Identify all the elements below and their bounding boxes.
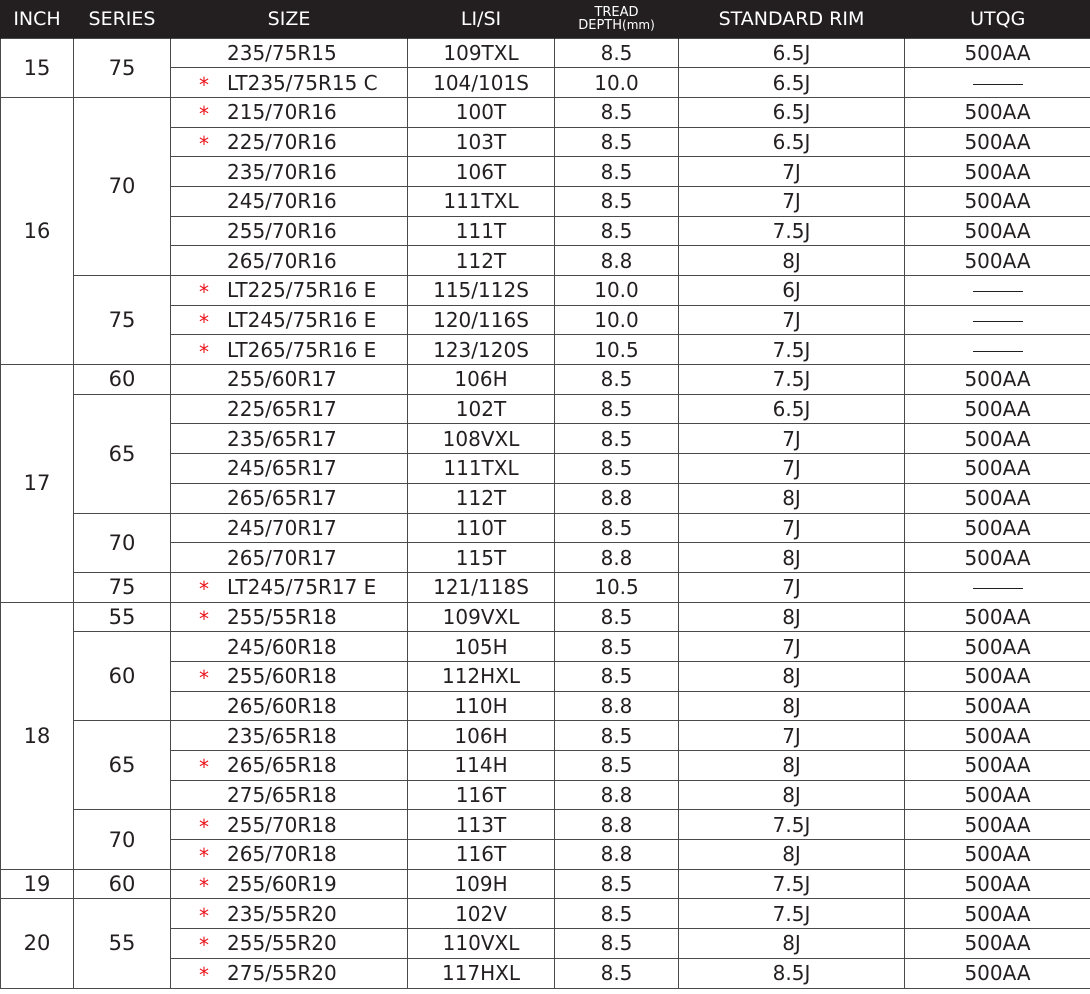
size-cell <box>171 394 408 424</box>
size-cell <box>171 68 408 98</box>
empty-dash <box>973 84 1023 85</box>
standard-rim-cell: 7J <box>679 186 905 216</box>
utqg-cell <box>905 335 1090 365</box>
series-cell: 60 <box>74 869 171 899</box>
series-cell: 60 <box>74 632 171 721</box>
li-si-cell: 102V <box>408 899 555 929</box>
li-si-cell: 115/112S <box>408 276 555 306</box>
li-si-cell: 112HXL <box>408 661 555 691</box>
tread-depth-cell: 8.5 <box>555 454 679 484</box>
standard-rim-cell: 6.5J <box>679 38 905 68</box>
series-cell: 55 <box>74 602 171 632</box>
inch-cell: 18 <box>1 602 74 869</box>
tread-depth-cell: 8.5 <box>555 602 679 632</box>
star-marker: * <box>199 309 209 334</box>
size-cell <box>171 543 408 573</box>
li-si-cell: 112T <box>408 483 555 513</box>
standard-rim-cell: 8J <box>679 246 905 276</box>
li-si-cell: 106T <box>408 157 555 187</box>
tread-depth-cell: 8.5 <box>555 869 679 899</box>
li-si-cell: 109TXL <box>408 38 555 68</box>
size-value: 265/70R18 <box>227 842 337 867</box>
standard-rim-cell: 7J <box>679 572 905 602</box>
size-value: 265/65R18 <box>227 753 337 778</box>
li-si-cell: 103T <box>408 127 555 157</box>
tread-depth-cell: 8.5 <box>555 38 679 68</box>
empty-dash <box>973 351 1023 352</box>
empty-dash <box>973 321 1023 322</box>
size-value: 275/55R20 <box>227 961 337 986</box>
size-cell <box>171 216 408 246</box>
standard-rim-cell: 8J <box>679 543 905 573</box>
utqg-cell: 500AA <box>905 810 1090 840</box>
size-cell <box>171 38 408 68</box>
tread-depth-cell: 8.5 <box>555 721 679 751</box>
utqg-cell: 500AA <box>905 186 1090 216</box>
utqg-cell: 500AA <box>905 929 1090 959</box>
size-cell <box>171 602 408 632</box>
li-si-cell: 106H <box>408 365 555 395</box>
table-row <box>1 394 1090 424</box>
table-row <box>1 365 1090 395</box>
table-row <box>1 513 1090 543</box>
tread-depth-cell: 8.8 <box>555 780 679 810</box>
header-tread-line1: TREAD <box>594 4 639 20</box>
utqg-cell: 500AA <box>905 483 1090 513</box>
size-value: 225/70R16 <box>227 129 337 154</box>
standard-rim-cell: 7J <box>679 424 905 454</box>
size-value: 235/55R20 <box>227 901 337 926</box>
size-cell <box>171 751 408 781</box>
standard-rim-cell: 8J <box>679 929 905 959</box>
series-cell: 70 <box>74 513 171 572</box>
size-cell <box>171 127 408 157</box>
inch-cell: 17 <box>1 365 74 603</box>
tread-depth-cell: 8.5 <box>555 632 679 662</box>
size-cell <box>171 899 408 929</box>
star-marker: * <box>199 339 209 364</box>
size-cell <box>171 454 408 484</box>
star-marker: * <box>199 280 209 305</box>
utqg-cell: 500AA <box>905 38 1090 68</box>
utqg-cell: 500AA <box>905 246 1090 276</box>
li-si-cell: 112T <box>408 246 555 276</box>
size-cell <box>171 572 408 602</box>
star-marker: * <box>199 933 209 958</box>
star-marker: * <box>199 606 209 631</box>
tread-depth-cell: 8.5 <box>555 424 679 454</box>
li-si-cell: 111TXL <box>408 186 555 216</box>
tread-depth-cell: 8.5 <box>555 157 679 187</box>
li-si-cell: 120/116S <box>408 305 555 335</box>
li-si-cell: 113T <box>408 810 555 840</box>
tread-depth-cell: 8.5 <box>555 365 679 395</box>
standard-rim-cell: 8J <box>679 840 905 870</box>
utqg-cell: 500AA <box>905 899 1090 929</box>
standard-rim-cell: 7J <box>679 305 905 335</box>
size-cell <box>171 869 408 899</box>
star-marker: * <box>199 873 209 898</box>
utqg-cell <box>905 68 1090 98</box>
size-value: LT245/75R16 E <box>227 308 377 333</box>
li-si-cell: 116T <box>408 780 555 810</box>
li-si-cell: 104/101S <box>408 68 555 98</box>
tread-depth-cell: 8.5 <box>555 127 679 157</box>
size-cell <box>171 810 408 840</box>
tread-depth-cell: 8.8 <box>555 483 679 513</box>
utqg-cell: 500AA <box>905 721 1090 751</box>
tread-depth-cell: 8.8 <box>555 543 679 573</box>
header-li-si: LI/SI <box>408 0 555 38</box>
tread-depth-cell: 10.5 <box>555 335 679 365</box>
tread-depth-cell: 10.5 <box>555 572 679 602</box>
standard-rim-cell: 8J <box>679 691 905 721</box>
star-marker: * <box>199 962 209 987</box>
standard-rim-cell: 7.5J <box>679 365 905 395</box>
utqg-cell <box>905 276 1090 306</box>
standard-rim-cell: 6.5J <box>679 68 905 98</box>
series-cell: 75 <box>74 572 171 602</box>
utqg-cell: 500AA <box>905 840 1090 870</box>
series-cell: 70 <box>74 97 171 275</box>
size-cell <box>171 365 408 395</box>
size-value: 245/60R18 <box>227 634 337 659</box>
size-value: 265/60R18 <box>227 693 337 718</box>
size-value: 235/75R15 <box>227 40 337 65</box>
size-cell <box>171 661 408 691</box>
utqg-cell: 500AA <box>905 751 1090 781</box>
tread-depth-cell: 8.5 <box>555 751 679 781</box>
utqg-cell: 500AA <box>905 365 1090 395</box>
standard-rim-cell: 8J <box>679 751 905 781</box>
inch-cell: 16 <box>1 97 74 364</box>
empty-dash <box>973 291 1023 292</box>
table-row <box>1 572 1090 602</box>
li-si-cell: 109H <box>408 869 555 899</box>
li-si-cell: 117HXL <box>408 958 555 988</box>
standard-rim-cell: 6J <box>679 276 905 306</box>
standard-rim-cell: 6.5J <box>679 127 905 157</box>
utqg-cell: 500AA <box>905 513 1090 543</box>
size-cell <box>171 513 408 543</box>
size-cell <box>171 335 408 365</box>
size-value: 215/70R16 <box>227 100 337 125</box>
standard-rim-cell: 6.5J <box>679 97 905 127</box>
utqg-cell: 500AA <box>905 869 1090 899</box>
size-cell <box>171 305 408 335</box>
li-si-cell: 123/120S <box>408 335 555 365</box>
tread-depth-cell: 10.0 <box>555 305 679 335</box>
size-value: LT245/75R17 E <box>227 575 377 600</box>
table-row <box>1 721 1090 751</box>
li-si-cell: 105H <box>408 632 555 662</box>
li-si-cell: 111T <box>408 216 555 246</box>
li-si-cell: 109VXL <box>408 602 555 632</box>
size-value: 255/60R17 <box>227 367 337 392</box>
size-cell <box>171 424 408 454</box>
inch-cell: 19 <box>1 869 74 899</box>
header-standard-rim: STANDARD RIM <box>679 0 905 38</box>
standard-rim-cell: 8.5J <box>679 958 905 988</box>
utqg-cell: 500AA <box>905 661 1090 691</box>
size-value: 235/65R17 <box>227 426 337 451</box>
standard-rim-cell: 8J <box>679 483 905 513</box>
header-inch: INCH <box>1 0 74 38</box>
tread-depth-cell: 8.5 <box>555 661 679 691</box>
header-tread-depth <box>555 0 679 38</box>
size-value: 255/55R20 <box>227 931 337 956</box>
tread-depth-cell: 10.0 <box>555 276 679 306</box>
utqg-cell <box>905 305 1090 335</box>
utqg-cell: 500AA <box>905 454 1090 484</box>
size-value: 235/70R16 <box>227 159 337 184</box>
size-cell <box>171 246 408 276</box>
li-si-cell: 114H <box>408 751 555 781</box>
size-value: 255/70R16 <box>227 218 337 243</box>
size-value: 255/60R18 <box>227 664 337 689</box>
standard-rim-cell: 8J <box>679 661 905 691</box>
size-cell <box>171 840 408 870</box>
size-value: 255/60R19 <box>227 872 337 897</box>
standard-rim-cell: 7.5J <box>679 810 905 840</box>
size-value: LT235/75R15 C <box>227 70 378 95</box>
utqg-cell: 500AA <box>905 780 1090 810</box>
li-si-cell: 110H <box>408 691 555 721</box>
star-marker: * <box>199 755 209 780</box>
standard-rim-cell: 6.5J <box>679 394 905 424</box>
utqg-cell: 500AA <box>905 602 1090 632</box>
utqg-cell: 500AA <box>905 394 1090 424</box>
inch-cell: 20 <box>1 899 74 988</box>
header-tread-line2: DEPTH <box>578 17 623 33</box>
size-cell <box>171 958 408 988</box>
utqg-cell: 500AA <box>905 424 1090 454</box>
li-si-cell: 111TXL <box>408 454 555 484</box>
size-value: 275/65R18 <box>227 783 337 808</box>
star-marker: * <box>199 72 209 97</box>
tread-depth-cell: 8.5 <box>555 97 679 127</box>
utqg-cell <box>905 572 1090 602</box>
tread-depth-cell: 10.0 <box>555 68 679 98</box>
utqg-cell: 500AA <box>905 632 1090 662</box>
table-row <box>1 276 1090 306</box>
size-value: 235/65R18 <box>227 723 337 748</box>
table-row <box>1 810 1090 840</box>
size-cell <box>171 186 408 216</box>
header-utqg: UTQG <box>905 0 1090 38</box>
table-row <box>1 97 1090 127</box>
utqg-cell: 500AA <box>905 958 1090 988</box>
size-cell <box>171 721 408 751</box>
standard-rim-cell: 7.5J <box>679 899 905 929</box>
li-si-cell: 102T <box>408 394 555 424</box>
li-si-cell: 115T <box>408 543 555 573</box>
table-row <box>1 38 1090 68</box>
star-marker: * <box>199 844 209 869</box>
star-marker: * <box>199 101 209 126</box>
size-value: 265/70R17 <box>227 545 337 570</box>
size-value: 245/70R17 <box>227 515 337 540</box>
series-cell: 65 <box>74 394 171 513</box>
table-row <box>1 632 1090 662</box>
standard-rim-cell: 7.5J <box>679 335 905 365</box>
size-value: 255/55R18 <box>227 604 337 629</box>
size-cell <box>171 276 408 306</box>
size-value: 245/70R16 <box>227 189 337 214</box>
table-row <box>1 899 1090 929</box>
utqg-cell: 500AA <box>905 127 1090 157</box>
series-cell: 60 <box>74 365 171 395</box>
tread-depth-cell: 8.8 <box>555 246 679 276</box>
utqg-cell: 500AA <box>905 157 1090 187</box>
tread-depth-cell: 8.5 <box>555 958 679 988</box>
star-marker: * <box>199 131 209 156</box>
size-value: 225/65R17 <box>227 397 337 422</box>
empty-dash <box>973 588 1023 589</box>
star-marker: * <box>199 903 209 928</box>
size-cell <box>171 632 408 662</box>
series-cell: 75 <box>74 276 171 365</box>
size-value: 245/65R17 <box>227 456 337 481</box>
size-cell <box>171 483 408 513</box>
tread-depth-cell: 8.5 <box>555 216 679 246</box>
standard-rim-cell: 7J <box>679 632 905 662</box>
size-value: 265/65R17 <box>227 486 337 511</box>
size-cell <box>171 157 408 187</box>
header-size: SIZE <box>171 0 408 38</box>
tread-depth-cell: 8.5 <box>555 899 679 929</box>
star-marker: * <box>199 666 209 691</box>
tread-depth-cell: 8.5 <box>555 186 679 216</box>
li-si-cell: 121/118S <box>408 572 555 602</box>
tread-depth-cell: 8.8 <box>555 840 679 870</box>
star-marker: * <box>199 576 209 601</box>
standard-rim-cell: 7J <box>679 157 905 187</box>
size-cell <box>171 97 408 127</box>
size-cell <box>171 780 408 810</box>
tread-depth-cell: 8.5 <box>555 394 679 424</box>
header-row <box>1 0 1090 38</box>
table-body <box>1 38 1090 988</box>
size-value: LT265/75R16 E <box>227 337 377 362</box>
standard-rim-cell: 8J <box>679 780 905 810</box>
standard-rim-cell: 7J <box>679 513 905 543</box>
li-si-cell: 106H <box>408 721 555 751</box>
li-si-cell: 100T <box>408 97 555 127</box>
utqg-cell: 500AA <box>905 216 1090 246</box>
table-header <box>1 0 1090 38</box>
li-si-cell: 110T <box>408 513 555 543</box>
star-marker: * <box>199 814 209 839</box>
standard-rim-cell: 7J <box>679 721 905 751</box>
size-value: 255/70R18 <box>227 812 337 837</box>
li-si-cell: 110VXL <box>408 929 555 959</box>
utqg-cell: 500AA <box>905 543 1090 573</box>
series-cell: 55 <box>74 899 171 988</box>
size-cell <box>171 691 408 721</box>
series-cell: 75 <box>74 38 171 97</box>
series-cell: 65 <box>74 721 171 810</box>
header-series: SERIES <box>74 0 171 38</box>
header-tread-unit: (mm) <box>622 17 655 32</box>
standard-rim-cell: 7J <box>679 454 905 484</box>
utqg-cell: 500AA <box>905 97 1090 127</box>
table-row <box>1 869 1090 899</box>
tread-depth-cell: 8.8 <box>555 810 679 840</box>
li-si-cell: 108VXL <box>408 424 555 454</box>
series-cell: 70 <box>74 810 171 869</box>
utqg-cell: 500AA <box>905 691 1090 721</box>
standard-rim-cell: 8J <box>679 602 905 632</box>
tread-depth-cell: 8.5 <box>555 513 679 543</box>
size-cell <box>171 929 408 959</box>
li-si-cell: 116T <box>408 840 555 870</box>
standard-rim-cell: 7.5J <box>679 869 905 899</box>
size-value: LT225/75R16 E <box>227 278 377 303</box>
table-row <box>1 602 1090 632</box>
size-value: 265/70R16 <box>227 248 337 273</box>
tread-depth-cell: 8.5 <box>555 929 679 959</box>
tread-depth-cell: 8.8 <box>555 691 679 721</box>
standard-rim-cell: 7.5J <box>679 216 905 246</box>
inch-cell: 15 <box>1 38 74 97</box>
